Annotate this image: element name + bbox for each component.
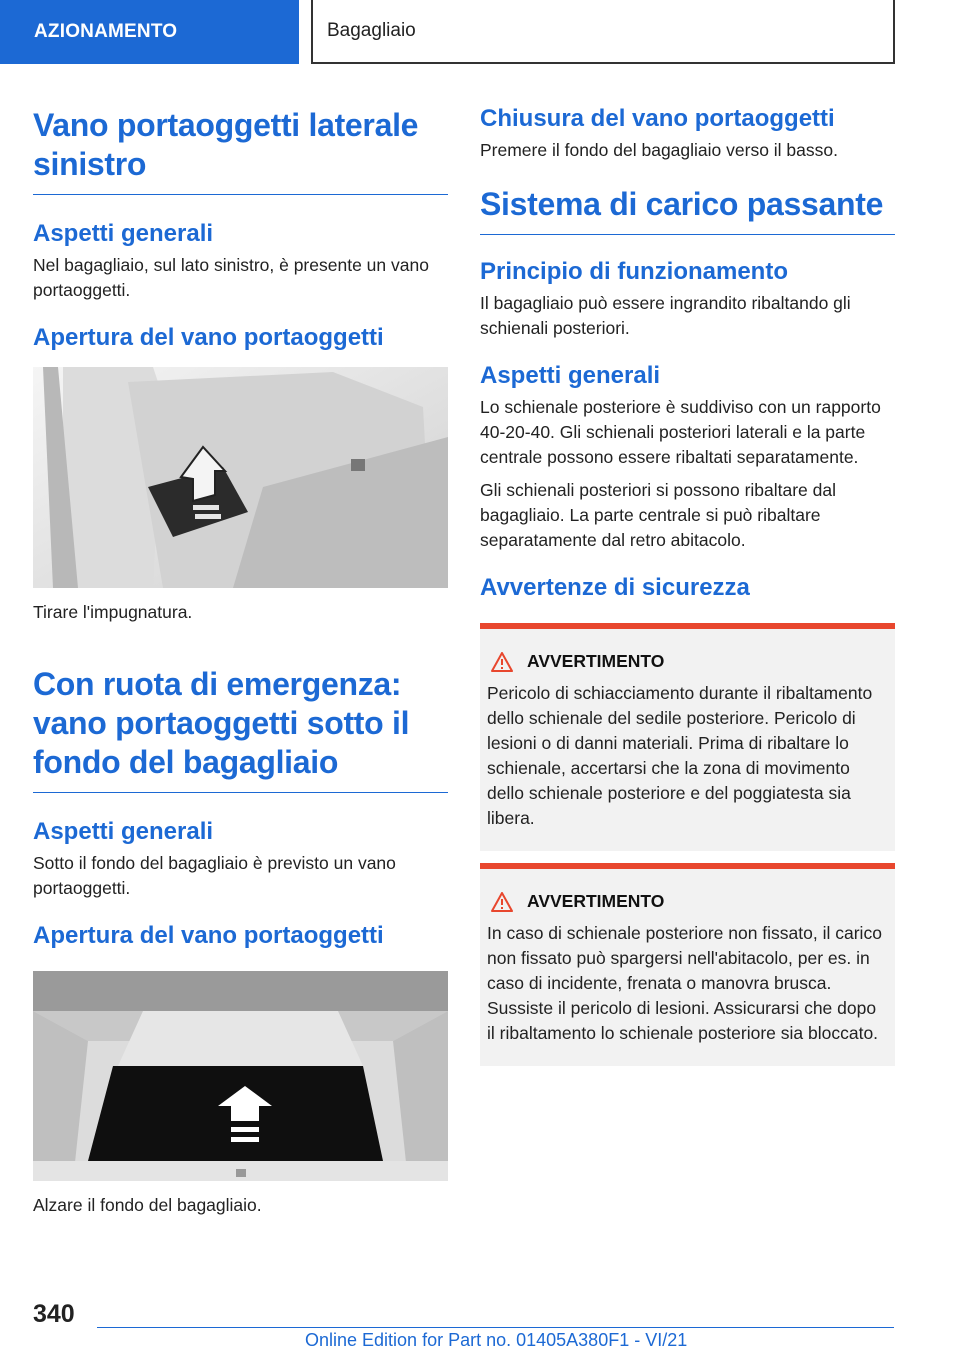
warning-text: In caso di schienale posteriore non fissato, il carico non fissato può spargersi nell'abitacolo, per es. in caso di incidente, frenata o manovra brusca. Sussiste il pericolo di lesioni. Assicurarsi che dopo il ribaltamento lo schienale posteriore sia bloccato. xyxy=(487,923,882,1043)
subheading-principle: Principio di funzionamento xyxy=(480,258,788,285)
warning-header xyxy=(487,651,887,672)
paragraph-principle: Il bagagliaio può essere ingrandito ribaltando gli schienali posteriori. xyxy=(480,293,851,338)
right-column xyxy=(480,100,895,1066)
warning-triangle-icon xyxy=(491,892,513,912)
warning-header xyxy=(487,891,887,912)
warning-text: Pericolo di schiacciamento durante il ribaltamento dello schienale del sedile posteriore. Pericolo di lesioni o di danni materiali. Prima di ribaltare lo schienale, accertarsi che la zona di movimento dello schienale posteriore e del poggiatesta sia libera. xyxy=(487,683,873,828)
subheading-closing: Chiusura del vano portaoggetti xyxy=(480,105,835,132)
subheading-general-3: Aspetti generali xyxy=(480,362,661,389)
paragraph-general: Nel bagagliaio, sul lato sinistro, è presente un vano portaoggetti. xyxy=(33,255,429,300)
paragraph-closing: Premere il fondo del bagagliaio verso il basso. xyxy=(480,140,838,160)
page-number: 340 xyxy=(33,1300,75,1328)
warning-box xyxy=(480,623,895,851)
side-compartment-image xyxy=(33,367,448,588)
caption-lift-floor: Alzare il fondo del bagagliaio. xyxy=(33,1195,262,1215)
heading-side-compartment: Vano portaoggetti laterale sinistro xyxy=(33,106,448,195)
warning-triangle-icon xyxy=(491,652,513,672)
chapter-tab[interactable]: Bagagliaio xyxy=(311,0,895,64)
caption-pull-handle: Tirare l'impugnatura. xyxy=(33,602,193,622)
subheading-opening-2: Apertura del vano portaoggetti xyxy=(33,922,384,949)
footer-divider xyxy=(97,1327,894,1328)
warning-title: AVVERTIMENTO xyxy=(527,891,665,911)
paragraph-folding: Gli schienali posteriori si possono ribaltare dal bagagliaio. La parte centrale si può ribaltare separatamente dal retro abitacolo. xyxy=(480,480,837,550)
left-column xyxy=(33,100,448,1218)
warning-title: AVVERTIMENTO xyxy=(527,651,665,671)
section-tab[interactable]: AZIONAMENTO xyxy=(0,0,299,64)
warning-box xyxy=(480,863,895,1066)
trunk-floor-image xyxy=(33,971,448,1181)
subheading-general: Aspetti generali xyxy=(33,220,214,247)
paragraph-general-2: Sotto il fondo del bagagliaio è previsto un vano portaoggetti. xyxy=(33,853,396,898)
heading-emergency-wheel: Con ruota di emergenza: vano portaoggetti sotto il fondo del bagagliaio xyxy=(33,665,448,793)
subheading-opening: Apertura del vano portaoggetti xyxy=(33,324,384,351)
subheading-general-2: Aspetti generali xyxy=(33,818,214,845)
heading-through-loading: Sistema di carico passante xyxy=(480,185,895,235)
paragraph-split-ratio: Lo schienale posteriore è suddiviso con un rapporto 40-20-40. Gli schienali posteriori laterali e la parte centrale possono essere ribaltati separatamente. xyxy=(480,397,881,467)
subheading-safety: Avvertenze di sicurezza xyxy=(480,574,750,601)
edition-footer: Online Edition for Part no. 01405A380F1 - VI/21 xyxy=(305,1330,688,1350)
